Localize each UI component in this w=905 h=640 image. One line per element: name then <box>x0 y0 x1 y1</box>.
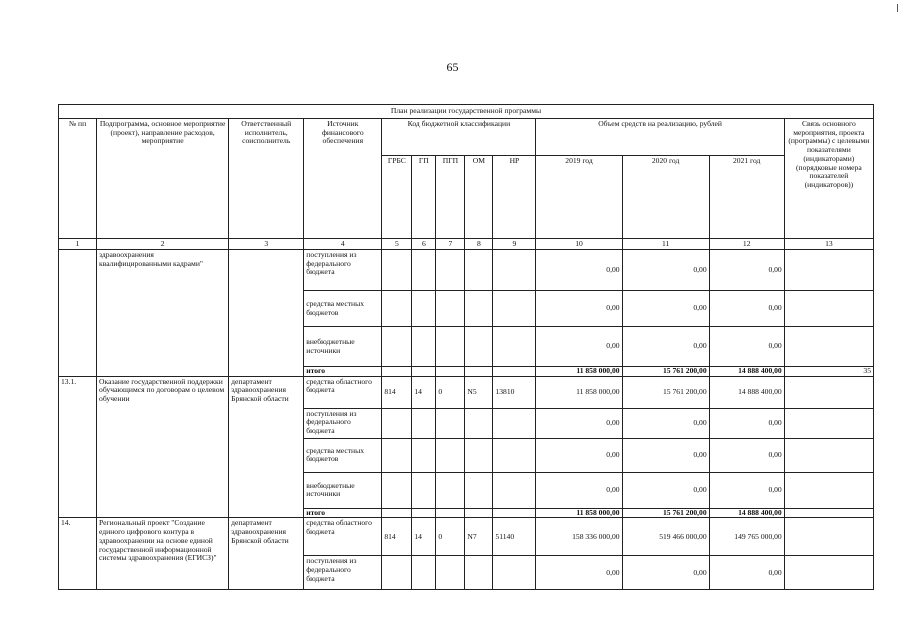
row-executor: департамент здравоохранения Брянской области <box>229 376 304 518</box>
value-2019: 0,00 <box>536 472 622 508</box>
header-om: ОМ <box>465 156 493 239</box>
col-num: 1 <box>59 239 97 250</box>
total-2019: 11 858 000,00 <box>536 508 622 518</box>
col-num: 3 <box>229 239 304 250</box>
value-2020: 0,00 <box>622 556 709 590</box>
row-source: средства областного бюджета <box>304 518 382 556</box>
value-2019: 0,00 <box>536 291 622 327</box>
value-2021: 0,00 <box>709 327 784 367</box>
total-link: 35 <box>784 367 873 377</box>
code-pgp: 0 <box>436 376 465 408</box>
row-no: 13.1. <box>59 376 97 518</box>
col-num: 6 <box>412 239 436 250</box>
value-2021: 149 765 000,00 <box>709 518 784 556</box>
page-number: 65 <box>446 60 459 74</box>
col-num: 9 <box>493 239 536 250</box>
code-pgp: 0 <box>436 518 465 556</box>
col-num: 4 <box>304 239 382 250</box>
total-2019: 11 858 000,00 <box>536 367 622 377</box>
code-grbs: 814 <box>382 518 412 556</box>
plan-table <box>58 104 874 590</box>
code-gp: 14 <box>412 518 436 556</box>
value-2020: 0,00 <box>622 408 709 438</box>
row-source: внебюджетные источники <box>304 327 382 367</box>
value-2021: 0,00 <box>709 472 784 508</box>
row-source: внебюджетные источники <box>304 472 382 508</box>
value-2021: 0,00 <box>709 438 784 472</box>
total-label: итого <box>304 367 382 377</box>
row-no: 14. <box>59 518 97 590</box>
row-executor <box>229 250 304 377</box>
header-nr: НР <box>493 156 536 239</box>
col-num: 13 <box>784 239 873 250</box>
col-num: 8 <box>465 239 493 250</box>
value-2019: 158 336 000,00 <box>536 518 622 556</box>
header-2019: 2019 год <box>536 156 622 239</box>
value-2020: 519 466 000,00 <box>622 518 709 556</box>
table-title-row <box>59 105 874 119</box>
header-grbs: ГРБС <box>382 156 412 239</box>
header-2020: 2020 год <box>622 156 709 239</box>
header-program: Подпрограмма, основное мероприятие (проект), направление расходов, мероприятие <box>97 119 229 239</box>
row-source: средства областного бюджета <box>304 376 382 408</box>
header-pgp: ПГП <box>436 156 465 239</box>
row-source: поступления из федерального бюджета <box>304 556 382 590</box>
value-2021: 14 888 400,00 <box>709 376 784 408</box>
table-row <box>59 250 874 291</box>
row-no <box>59 250 97 377</box>
total-label: итого <box>304 508 382 518</box>
col-num: 7 <box>436 239 465 250</box>
header-no: № пп <box>59 119 97 239</box>
header-executor: Ответственный исполнитель, соисполнитель <box>229 119 304 239</box>
value-2021: 0,00 <box>709 408 784 438</box>
row-source: средства местных бюджетов <box>304 291 382 327</box>
row-source: поступления из федерального бюджета <box>304 408 382 438</box>
column-numbers-row <box>59 239 874 250</box>
total-2021: 14 888 400,00 <box>709 508 784 518</box>
value-2019: 0,00 <box>536 408 622 438</box>
value-2019: 0,00 <box>536 556 622 590</box>
total-2020: 15 761 200,00 <box>622 508 709 518</box>
col-num: 5 <box>382 239 412 250</box>
row-program: здравоохранения квалифицированными кадрами" <box>97 250 229 377</box>
header-2021: 2021 год <box>709 156 784 239</box>
value-2021: 0,00 <box>709 250 784 291</box>
total-2020: 15 761 200,00 <box>622 367 709 377</box>
corner-mark <box>897 4 898 12</box>
col-num: 10 <box>536 239 622 250</box>
header-gp: ГП <box>412 156 436 239</box>
value-2019: 11 858 000,00 <box>536 376 622 408</box>
table-title: План реализации государственной программы <box>59 105 874 119</box>
table-row <box>59 376 874 408</box>
col-num: 12 <box>709 239 784 250</box>
code-nr: 13810 <box>493 376 536 408</box>
col-num: 2 <box>97 239 229 250</box>
total-2021: 14 888 400,00 <box>709 367 784 377</box>
value-2020: 0,00 <box>622 438 709 472</box>
row-source: средства местных бюджетов <box>304 438 382 472</box>
value-2021: 0,00 <box>709 556 784 590</box>
value-2019: 0,00 <box>536 438 622 472</box>
header-link: Связь основного мероприятия, проекта (программы) с целевыми показателями (индикаторами) (порядковые номера показателей (индикаторов)) <box>784 119 873 239</box>
value-2020: 15 761 200,00 <box>622 376 709 408</box>
code-om: N7 <box>465 518 493 556</box>
col-num: 11 <box>622 239 709 250</box>
code-gp: 14 <box>412 376 436 408</box>
table-row <box>59 518 874 556</box>
header-budget-code: Код бюджетной классификации <box>382 119 536 156</box>
row-program: Региональный проект "Создание единого цифрового контура в здравоохранении на основе единой государственной информационной системы здравоохранения (ЕГИСЗ)" <box>97 518 229 590</box>
code-om: N5 <box>465 376 493 408</box>
value-2020: 0,00 <box>622 327 709 367</box>
value-2019: 0,00 <box>536 250 622 291</box>
row-program: Оказание государственной поддержки обучающимся по договорам о целевом обучении <box>97 376 229 518</box>
value-2020: 0,00 <box>622 291 709 327</box>
header-source: Источник финансового обеспечения <box>304 119 382 239</box>
value-2019: 0,00 <box>536 327 622 367</box>
row-executor: департамент здравоохранения Брянской области <box>229 518 304 590</box>
header-funding: Объем средств на реализацию, рублей <box>536 119 784 156</box>
value-2020: 0,00 <box>622 472 709 508</box>
header-row-1 <box>59 119 874 156</box>
row-source: поступления из федерального бюджета <box>304 250 382 291</box>
code-nr: 51140 <box>493 518 536 556</box>
code-grbs: 814 <box>382 376 412 408</box>
value-2021: 0,00 <box>709 291 784 327</box>
value-2020: 0,00 <box>622 250 709 291</box>
